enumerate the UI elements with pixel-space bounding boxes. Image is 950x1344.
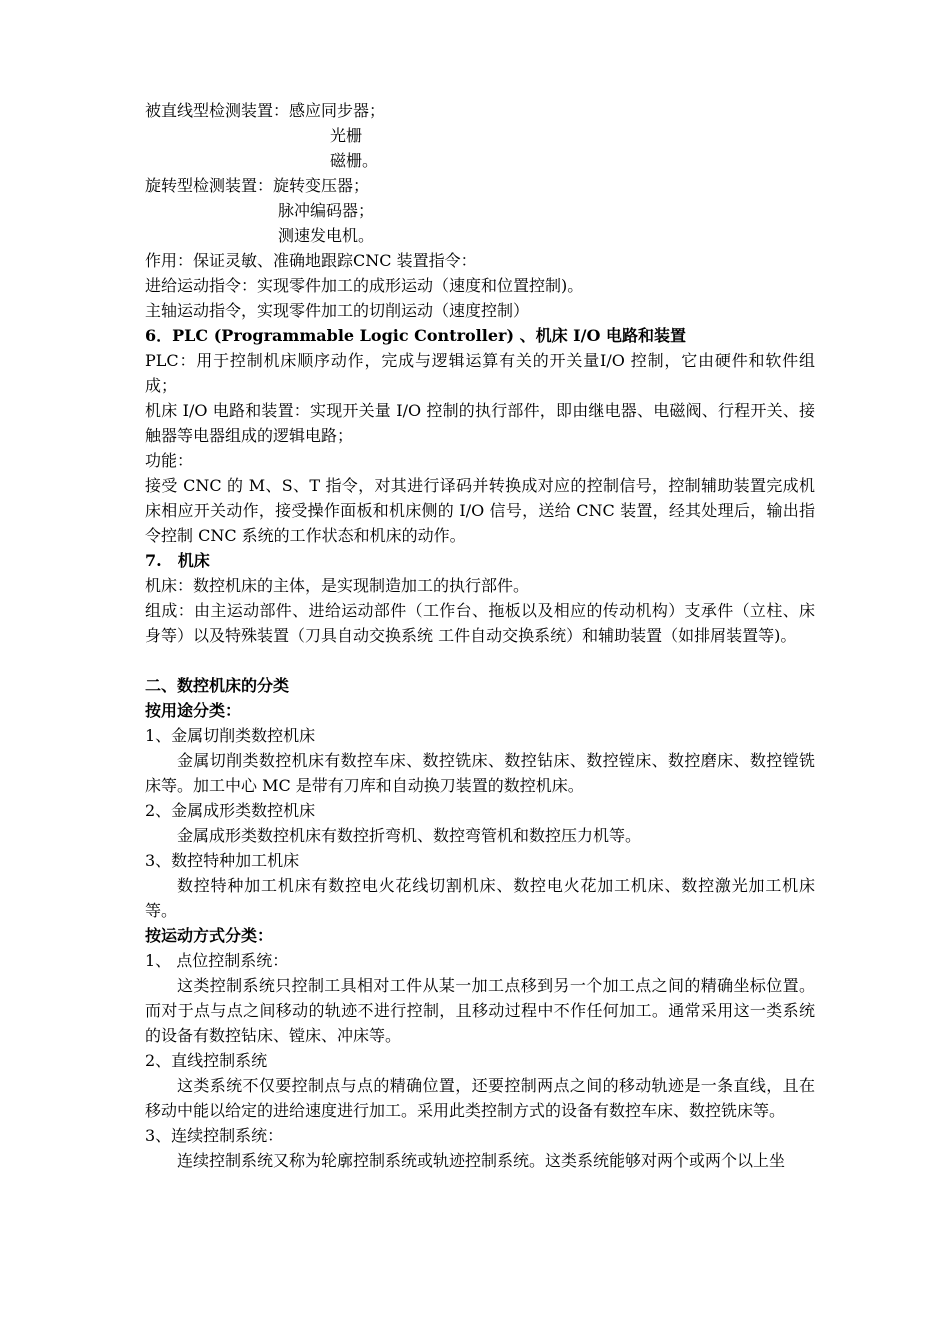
text-line: 进给运动指令：实现零件加工的成形运动（速度和位置控制)。 <box>145 276 584 295</box>
text-line: 测速发电机。 <box>278 226 375 245</box>
text-line: 被直线型检测装置：感应同步器； <box>145 101 386 120</box>
subsection-heading: 按用途分类： <box>145 701 242 720</box>
paragraph: 接受 CNC 的 M、S、T 指令，对其进行译码并转换成对应的控制信号，控制辅助装置完成机床相应开关动作，接受操作面板和机床侧的 I/O 信号，送给 CNC 装置，经其处理后，输出指令控制 CNC 系统的工作状态和机床的动作。 <box>145 476 815 545</box>
paragraph: 连续控制系统又称为轮廓控制系统或轨迹控制系统。这类系统能够对两个或两个以上坐 <box>177 1151 786 1170</box>
paragraph: 组成：由主运动部件、进给运动部件（工作台、拖板以及相应的传动机构）支承件（立柱、床身等）以及特殊装置（刀具自动交换系统 工件自动交换系统）和辅助装置（如排屑装置等)。 <box>145 601 815 645</box>
list-item: 2、直线控制系统 <box>145 1051 268 1070</box>
text-line: 旋转型检测装置：旋转变压器； <box>145 176 370 195</box>
paragraph: PLC：用于控制机床顺序动作，完成与逻辑运算有关的开关量I/O 控制，它由硬件和软件组成； <box>145 351 815 395</box>
list-item: 2、金属成形类数控机床 <box>145 801 316 820</box>
text-line: 磁栅。 <box>330 151 379 170</box>
text-line: 光栅 <box>330 126 363 145</box>
section-heading: 7. 机床 <box>145 551 210 570</box>
text-line: 机床：数控机床的主体，是实现制造加工的执行部件。 <box>145 576 530 595</box>
section-heading: 6．PLC (Programmable Logic Controller) 、机床 I/O 电路和装置 <box>145 326 686 345</box>
subsection-heading: 按运动方式分类： <box>145 926 274 945</box>
document-page <box>145 98 815 1173</box>
list-item: 3、数控特种加工机床 <box>145 851 300 870</box>
list-item: 1、 点位控制系统： <box>145 951 289 970</box>
paragraph: 数控特种加工机床有数控电火花线切割机床、数控电火花加工机床、数控激光加工机床等。 <box>145 876 815 920</box>
paragraph: 金属成形类数控机床有数控折弯机、数控弯管机和数控压力机等。 <box>177 826 642 845</box>
text-line: 作用：保证灵敏、准确地跟踪CNC 装置指令： <box>145 251 477 270</box>
list-item: 3、连续控制系统： <box>145 1126 284 1145</box>
paragraph: 金属切削类数控机床有数控车床、数控铣床、数控钻床、数控镗床、数控磨床、数控镗铣床等。加工中心 MC 是带有刀库和自动换刀装置的数控机床。 <box>145 751 815 795</box>
chapter-heading: 二、数控机床的分类 <box>145 676 290 695</box>
paragraph: 这类系统不仅要控制点与点的精确位置，还要控制两点之间的移动轨迹是一条直线，且在移动中能以给定的进给速度进行加工。采用此类控制方式的设备有数控车床、数控铣床等。 <box>145 1076 815 1120</box>
paragraph: 机床 I/O 电路和装置：实现开关量 I/O 控制的执行部件，即由继电器、电磁阀、行程开关、接触器等电器组成的逻辑电路； <box>145 401 815 445</box>
paragraph: 这类控制系统只控制工具相对工件从某一加工点移到另一个加工点之间的精确坐标位置。而对于点与点之间移动的轨迹不进行控制，且移动过程中不作任何加工。通常采用这一类系统的设备有数控钻床、镗床、冲床等。 <box>145 976 815 1045</box>
text-line: 脉冲编码器； <box>278 201 375 220</box>
text-line: 功能： <box>145 451 194 470</box>
list-item: 1、金属切削类数控机床 <box>145 726 316 745</box>
blank-line <box>145 648 815 673</box>
text-line: 主轴运动指令，实现零件加工的切削运动（速度控制） <box>145 301 530 320</box>
